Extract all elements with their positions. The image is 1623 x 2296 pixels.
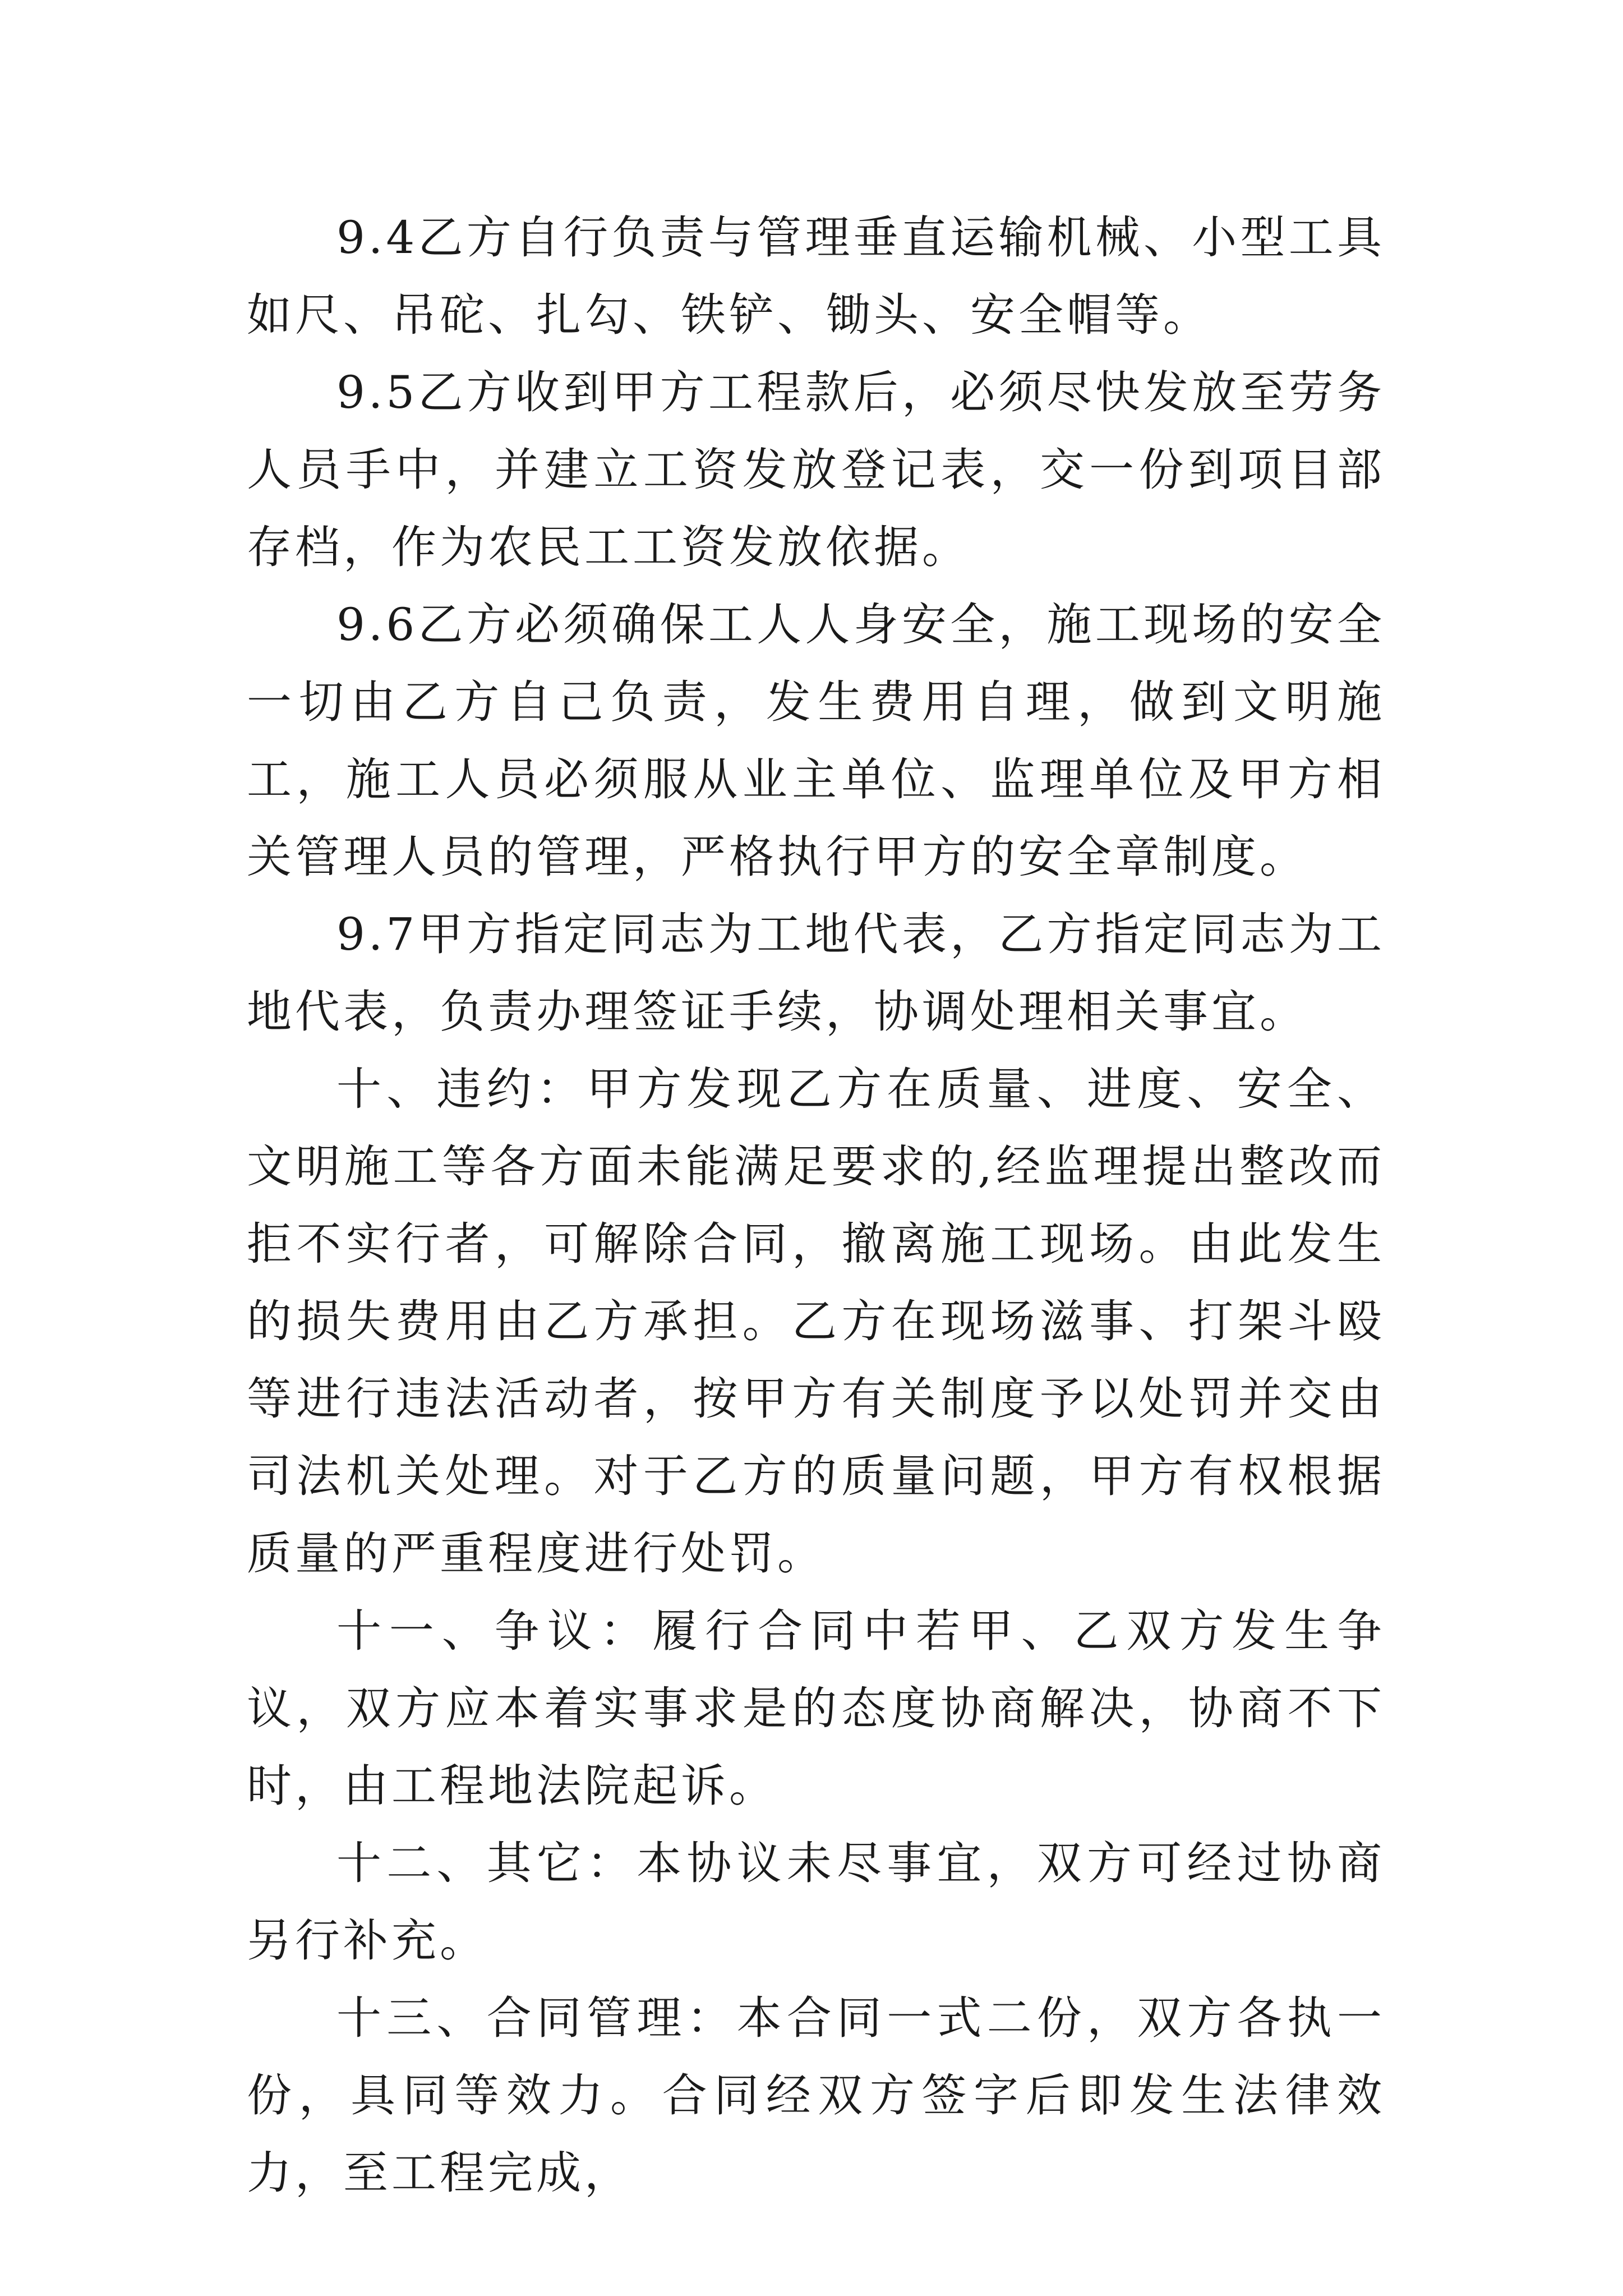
clause-9-5: 9.5乙方收到甲方工程款后，必须尽快发放至劳务人员手中，并建立工资发放登记表，交一份到项目部存档，作为农民工工资发放依据。 [247,366,1385,573]
clause-12-other: 十二、其它：本协议未尽事宜，双方可经过协商另行补充。 [247,1837,1385,1967]
clause-9-4: 9.4乙方自行负责与管理垂直运输机械、小型工具如尺、吊砣、扎勾、铁铲、锄头、安全帽等。 [247,211,1385,341]
clause-9-7: 9.7甲方指定同志为工地代表，乙方指定同志为工地代表，负责办理签证手续，协调处理相关事宜。 [247,908,1385,1038]
clause-13-contract-management: 十三、合同管理：本合同一式二份，双方各执一份，具同等效力。合同经双方签字后即发生法律效力，至工程完成， [247,1992,1385,2199]
clause-11-dispute: 十一、争议：履行合同中若甲、乙双方发生争议，双方应本着实事求是的态度协商解决，协商不下时，由工程地法院起诉。 [247,1605,1385,1812]
clause-9-6: 9.6乙方必须确保工人人身安全，施工现场的安全一切由乙方自己负责，发生费用自理，做到文明施工，施工人员必须服从业主单位、监理单位及甲方相关管理人员的管理，严格执行甲方的安全章制度。 [247,599,1385,883]
document-body [247,199,1385,2212]
clause-10-breach: 十、违约：甲方发现乙方在质量、进度、安全、文明施工等各方面未能满足要求的,经监理提出整改而拒不实行者，可解除合同，撤离施工现场。由此发生的损失费用由乙方承担。乙方在现场滋事、打架斗殴等进行违法活动者，按甲方有关制度予以处罚并交由司法机关处理。对于乙方的质量问题，甲方有权根据质量的严重程度进行处罚。 [247,1063,1385,1580]
